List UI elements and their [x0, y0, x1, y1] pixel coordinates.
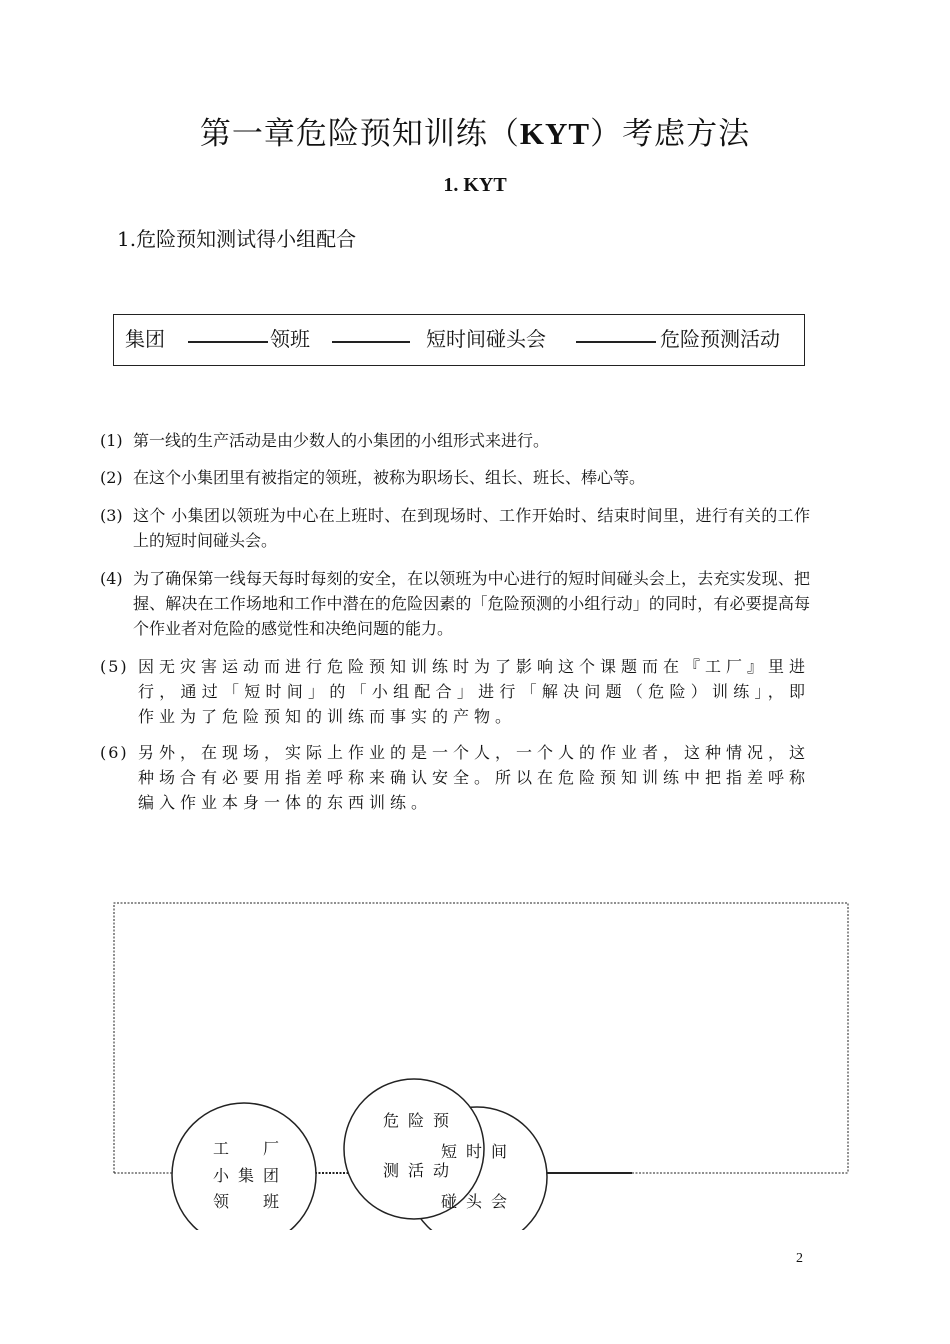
group-label: 小集团 [213, 1166, 289, 1185]
list-item-text: 因无灾害运动而进行危险预知训练时为了影响这个课题而在『工厂』里进行，通过「短时间」的「小组配合」进行「解决问题（危险）训练」，即作业为了危险预知的训练而事实的产物。 [138, 657, 811, 726]
list-item-number: (4) [100, 569, 123, 588]
chain-item-meeting: 短时间碰头会 [426, 327, 546, 351]
list-item [100, 740, 810, 815]
list-item-text: 在这个小集团里有被指定的领班，被称为职场长、组长、班长、棒心等。 [133, 468, 646, 487]
list-item-number: (2) [100, 468, 123, 487]
chain-connector [332, 341, 410, 343]
meeting-label: 碰头会 [441, 1192, 517, 1211]
list-item [100, 428, 810, 453]
list-item-text: 这个 小集团以领班为中心在上班时、在到现场时、工作开始时、结束时间里，进行有关的工作上的短时间碰头会。 [133, 506, 810, 550]
list-item-text: 为了确保第一线每天每时每刻的安全，在以领班为中心进行的短时间碰头会上，去充实发现、把握、解决在工作场地和工作中潜在的危险因素的「危险预测的小组行动」的同时，有必要提高每个作业者对危险的感觉性和决绝问题的能力。 [133, 569, 810, 638]
list-item [100, 566, 810, 641]
list-item-text: 另外，在现场，实际上作业的是一个人，一个人的作业者，这种情况，这种场合有必要用指差呼称来确认安全。所以在危险预知训练中把指差呼称编入作业本身一体的东西训练。 [138, 743, 811, 812]
list-item [100, 503, 810, 553]
list-item-number: (6) [100, 743, 129, 762]
risk-label: 危险预 [383, 1111, 459, 1130]
list-item-number: (1) [100, 431, 123, 450]
list-item-number: (5) [100, 657, 129, 676]
kyt-diagram [100, 890, 860, 1230]
chain-item-activity: 危险预测活动 [660, 327, 780, 351]
title-prefix: 第一章危险预知训练（ [199, 116, 520, 152]
chain-box [113, 314, 805, 366]
chain-item-group: 集团 [125, 327, 165, 351]
page-title [0, 108, 950, 153]
short-time-label: 短时间 [441, 1142, 517, 1161]
title-suffix: ）考虑方法 [590, 116, 751, 152]
leader-label: 领 班 [213, 1192, 289, 1211]
list-item [100, 465, 810, 490]
list-item-number: (3) [100, 506, 123, 525]
page-number: 2 [796, 1251, 803, 1266]
activity-label: 测活动 [383, 1161, 459, 1180]
section-subtitle: 1. KYT [443, 174, 507, 196]
chain-connector [576, 341, 656, 343]
chain-connector [188, 341, 268, 343]
title-bold: KYT [519, 116, 591, 151]
factory-label: 工 厂 [213, 1139, 289, 1158]
list-item [100, 654, 810, 729]
section-heading: 1.危险预知测试得小组配合 [117, 227, 357, 251]
list-item-text: 第一线的生产活动是由少数人的小集团的小组形式来进行。 [133, 431, 550, 450]
chain-item-leader: 领班 [270, 327, 310, 351]
